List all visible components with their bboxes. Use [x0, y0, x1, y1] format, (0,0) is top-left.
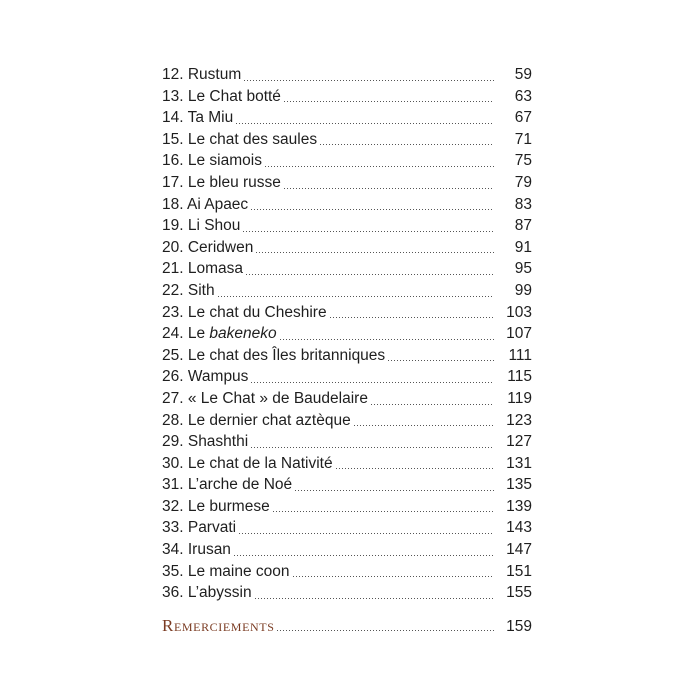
toc-entry-title: 22. Sith [162, 281, 215, 299]
toc-entry [162, 107, 532, 129]
dot-leader [276, 630, 494, 631]
toc-entry [162, 150, 532, 172]
dot-leader [353, 425, 494, 426]
toc-entry-title: 34. Irusan [162, 541, 231, 559]
toc-entry-title: 33. Parvati [162, 519, 237, 537]
toc-entry-page: 83 [514, 195, 532, 213]
dot-leader [319, 144, 494, 145]
toc-entry-page: 87 [514, 217, 532, 235]
toc-entry-page: 147 [506, 541, 532, 559]
toc-entry-title: 12. Rustum [162, 66, 242, 83]
toc-entry [162, 280, 532, 302]
toc-entry-page: 123 [506, 411, 532, 429]
dot-leader [283, 101, 494, 102]
toc-entry-page: 103 [506, 303, 532, 321]
toc-entry-title: 15. Le chat des saules [162, 130, 318, 148]
toc-entry-page: 59 [514, 66, 532, 83]
toc-entry [162, 323, 532, 345]
toc-entry [162, 561, 532, 583]
dot-leader [264, 166, 494, 167]
toc-entry-page: 131 [506, 454, 532, 472]
dot-leader [238, 533, 494, 534]
toc-entry-remerciements [162, 615, 532, 637]
dot-leader [254, 598, 494, 599]
toc-entry-page: 119 [507, 389, 532, 407]
toc-entry-title: 30. Le chat de la Nativité [162, 454, 333, 472]
toc-entry [162, 582, 532, 604]
toc-entry-page: 111 [508, 346, 532, 364]
toc-entry-title: 29. Shashthi [162, 433, 249, 451]
toc-entry-page: 75 [514, 152, 532, 170]
toc-entry-title: 25. Le chat des Îles britanniques [162, 346, 386, 364]
toc-entry-title: 36. L’abyssin [162, 584, 252, 602]
dot-leader [243, 80, 494, 81]
toc-entry-title: 13. Le Chat botté [162, 87, 281, 105]
toc-entry [162, 194, 532, 216]
toc-entry-page: 71 [514, 130, 532, 148]
toc-entry-title: 19. Li Shou [162, 217, 241, 235]
toc-entry [162, 453, 532, 475]
toc-entry [162, 172, 532, 194]
toc-entry-page: 159 [506, 617, 532, 635]
toc-entry-title: 28. Le dernier chat aztèque [162, 411, 351, 429]
toc-entry [162, 496, 532, 518]
dot-leader [250, 382, 494, 383]
dot-leader [283, 188, 494, 189]
toc-entry-page: 135 [506, 476, 532, 494]
dot-leader [329, 317, 494, 318]
dot-leader [387, 360, 494, 361]
dot-leader [292, 576, 494, 577]
dot-leader [255, 252, 494, 253]
dot-leader [294, 490, 494, 491]
toc-entry [162, 86, 532, 108]
dot-leader [233, 555, 494, 556]
toc-entry [162, 517, 532, 539]
toc-entry [162, 366, 532, 388]
toc-entry-page: 127 [506, 433, 532, 451]
dot-leader [242, 231, 494, 232]
toc-entry-page: 63 [514, 87, 532, 105]
toc-entry-title: 14. Ta Miu [162, 109, 234, 127]
toc-entry [162, 258, 532, 280]
table-of-contents [162, 64, 532, 636]
toc-entry-page: 67 [514, 109, 532, 127]
toc-entry [162, 474, 532, 496]
toc-entry-page: 99 [514, 281, 532, 299]
toc-entry-page: 139 [506, 497, 532, 515]
dot-leader [335, 468, 494, 469]
toc-entry-page: 151 [506, 562, 532, 580]
toc-entry [162, 388, 532, 410]
toc-entry-title: 20. Ceridwen [162, 238, 254, 256]
toc-entry [162, 345, 532, 367]
toc-entry-page: 143 [506, 519, 532, 537]
toc-entry-page: 155 [506, 584, 532, 602]
dot-leader [250, 209, 494, 210]
toc-entry-title: 26. Wampus [162, 368, 249, 386]
toc-entry-title: 23. Le chat du Cheshire [162, 303, 327, 321]
dot-leader [272, 511, 494, 512]
toc-entries [162, 64, 532, 604]
dot-leader [245, 274, 494, 275]
toc-entry [162, 539, 532, 561]
dot-leader [235, 123, 494, 124]
toc-entry [162, 215, 532, 237]
toc-entry-page: 107 [506, 325, 532, 343]
toc-entry-title: 31. L’arche de Noé [162, 476, 293, 494]
toc-entry [162, 64, 532, 86]
toc-entry-title: 21. Lomasa [162, 260, 243, 278]
toc-entry-title: Remerciements [162, 615, 275, 635]
toc-entry-page: 79 [514, 173, 532, 191]
toc-entry-title: 18. Ai Apaec [162, 195, 249, 213]
toc-entry-page: 95 [514, 260, 532, 278]
toc-entry-page: 115 [507, 368, 532, 386]
dot-leader [217, 296, 494, 297]
toc-entry-title: 16. Le siamois [162, 152, 262, 170]
toc-entry [162, 410, 532, 432]
toc-entry [162, 431, 532, 453]
toc-entry-title: 24. Le bakeneko [162, 325, 277, 343]
toc-entry [162, 129, 532, 151]
toc-entry-page: 91 [514, 238, 532, 256]
toc-entry-title: 35. Le maine coon [162, 562, 290, 580]
dot-leader [250, 447, 494, 448]
toc-entry [162, 302, 532, 324]
toc-entry-title: 27. « Le Chat » de Baudelaire [162, 389, 368, 407]
toc-entry-title: 17. Le bleu russe [162, 173, 281, 191]
dot-leader [370, 404, 494, 405]
dot-leader [279, 339, 494, 340]
toc-entry-title: 32. Le burmese [162, 497, 270, 515]
toc-entry [162, 237, 532, 259]
